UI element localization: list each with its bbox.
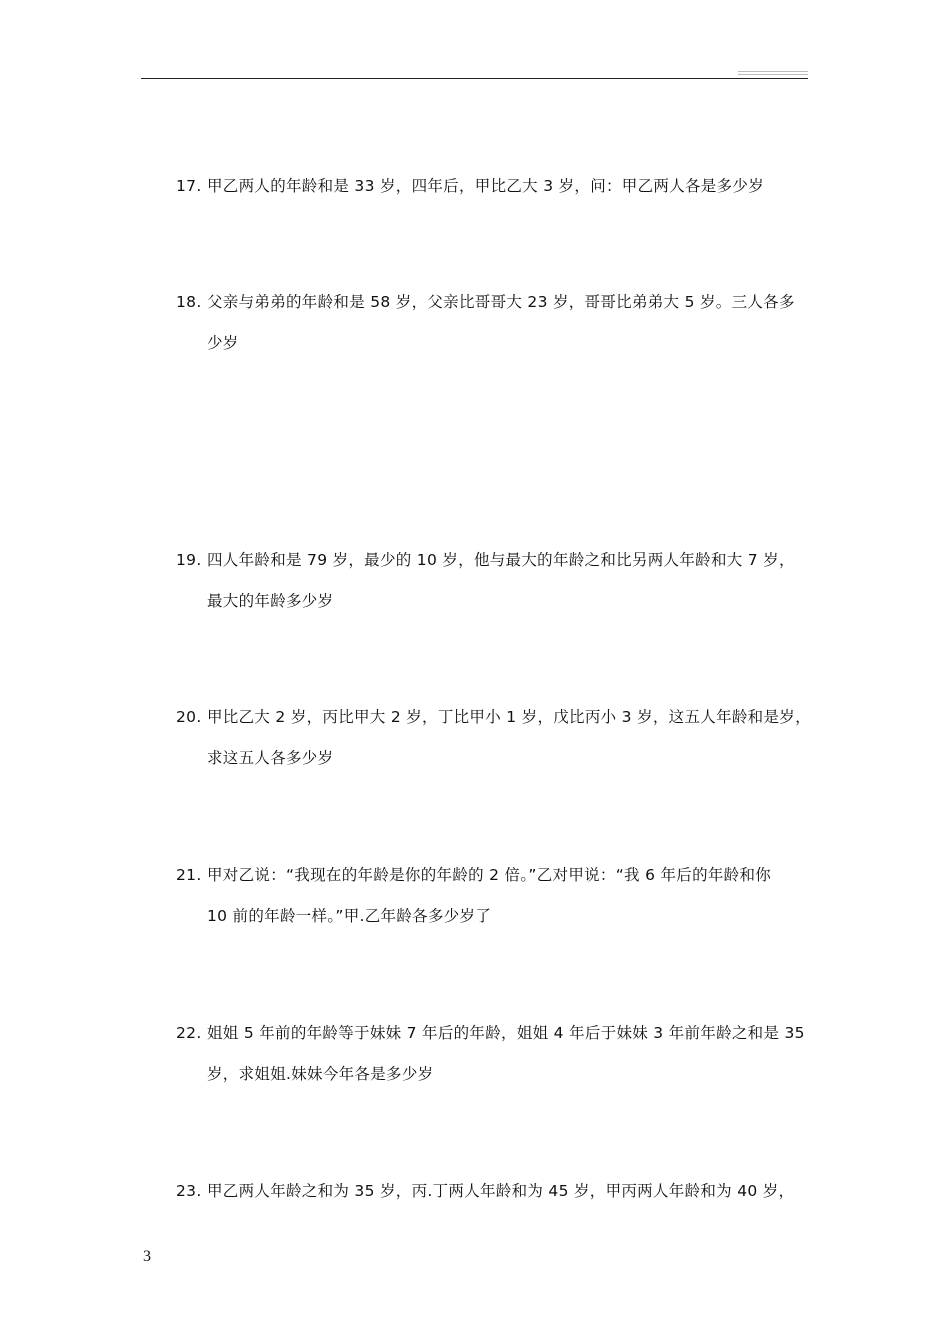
problem-text: 姐姐 5 年前的年龄等于妹妹 7 年后的年龄，姐姐 4 年后于妹妹 3 年前年龄之和是 35 bbox=[207, 1024, 805, 1042]
header-decoration-line bbox=[738, 74, 808, 75]
problem-22 bbox=[176, 1025, 816, 1082]
problem-20 bbox=[176, 709, 816, 766]
problem-19 bbox=[176, 552, 816, 609]
problem-number: 18. bbox=[176, 293, 202, 311]
problem-21 bbox=[176, 867, 816, 924]
page-number: 3 bbox=[143, 1248, 151, 1265]
problem-text: 甲乙两人的年龄和是 33 岁，四年后，甲比乙大 3 岁，问：甲乙两人各是多少岁 bbox=[207, 177, 764, 195]
problem-number: 21. bbox=[176, 866, 202, 884]
problem-text: 甲对乙说：“我现在的年龄是你的年龄的 2 倍。”乙对甲说：“我 6 年后的年龄和你 bbox=[207, 866, 772, 884]
problem-number: 23. bbox=[176, 1182, 202, 1200]
problem-23 bbox=[176, 1183, 816, 1199]
problem-text: 甲乙两人年龄之和为 35 岁，丙.丁两人年龄和为 45 岁，甲丙两人年龄和为 40 岁， bbox=[207, 1182, 795, 1200]
problem-text: 甲比乙大 2 岁，丙比甲大 2 岁，丁比甲小 1 岁，戊比丙小 3 岁，这五人年龄和是岁， bbox=[207, 708, 811, 726]
problem-number: 17. bbox=[176, 177, 202, 195]
problem-text-continued: 最大的年龄多少岁 bbox=[207, 592, 334, 610]
problem-text-continued: 岁，求姐姐.妹妹今年各是多少岁 bbox=[207, 1065, 434, 1083]
header-decoration-line bbox=[738, 71, 808, 72]
problem-number: 22. bbox=[176, 1024, 202, 1042]
problem-text-continued: 少岁 bbox=[207, 334, 239, 352]
problem-number: 20. bbox=[176, 708, 202, 726]
problem-17 bbox=[176, 178, 816, 194]
problem-number: 19. bbox=[176, 551, 202, 569]
problem-18 bbox=[176, 294, 816, 351]
problem-text: 父亲与弟弟的年龄和是 58 岁，父亲比哥哥大 23 岁，哥哥比弟弟大 5 岁。三人各多 bbox=[207, 293, 795, 311]
header-rule bbox=[141, 78, 808, 79]
problem-text: 四人年龄和是 79 岁，最少的 10 岁，他与最大的年龄之和比另两人年龄和大 7 岁， bbox=[207, 551, 795, 569]
problem-text-continued: 10 前的年龄一样。”甲.乙年龄各多少岁了 bbox=[207, 907, 492, 925]
problem-text-continued: 求这五人各多少岁 bbox=[207, 749, 334, 767]
